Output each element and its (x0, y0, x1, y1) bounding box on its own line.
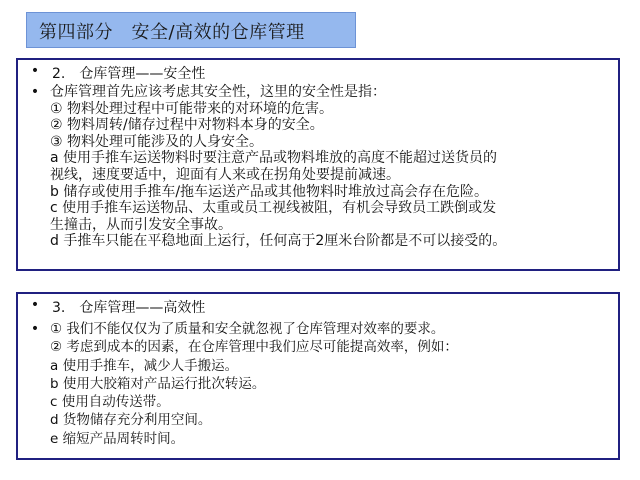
bullet-icon: • (30, 297, 40, 313)
safety-line: 仓库管理首先应该考虑其安全性，这里的安全性是指： (50, 84, 386, 100)
slide-title: 第四部分 安全/高效的仓库管理 (39, 22, 305, 43)
safety-line: a 使用手推车运送物料时要注意产品或物料堆放的高度不能超过送货员的 (50, 150, 498, 167)
safety-heading: 2. 仓库管理——安全性 (52, 66, 206, 82)
bullet-icon: • (30, 321, 40, 337)
efficiency-line: c 使用自动传送带。 (50, 394, 170, 411)
efficiency-line: ② 考虑到成本的因素，在仓库管理中我们应尽可能提高效率，例如： (50, 339, 458, 356)
safety-line: 生撞击，从而引发安全事故。 (50, 216, 232, 233)
safety-line: ① 物料处理过程中可能带来的对环境的危害。 (50, 100, 333, 117)
efficiency-line: ① 我们不能仅仅为了质量和安全就忽视了仓库管理对效率的要求。 (50, 321, 445, 337)
safety-line: 视线，速度要适中，迎面有人来或在拐角处要提前减速。 (50, 166, 400, 183)
safety-panel (16, 58, 620, 271)
efficiency-line: d 货物储存充分利用空间。 (50, 412, 212, 429)
efficiency-panel (16, 292, 620, 460)
safety-line: ③ 物料处理可能涉及的人身安全。 (50, 133, 264, 150)
efficiency-line: e 缩短产品周转时间。 (50, 430, 185, 447)
efficiency-line: a 使用手推车，减少人手搬运。 (50, 357, 239, 374)
safety-line: d 手推车只能在平稳地面上运行，任何高于2厘米台阶都是不可以接受的。 (50, 233, 507, 250)
efficiency-line: b 使用大胶箱对产品运行批次转运。 (50, 375, 266, 392)
safety-line: b 储存或使用手推车/拖车运送产品或其他物料时堆放过高会存在危险。 (50, 183, 489, 200)
safety-line: c 使用手推车运送物品、太重或员工视线被阻，有机会导致员工跌倒或发 (50, 200, 497, 217)
safety-line: ② 物料周转/储存过程中对物料本身的安全。 (50, 117, 324, 134)
efficiency-body (50, 320, 612, 448)
slide-title-bar (26, 12, 356, 48)
bullet-icon: • (30, 84, 40, 100)
efficiency-heading: 3. 仓库管理——高效性 (52, 300, 206, 316)
bullet-icon: • (30, 63, 40, 79)
safety-body (50, 84, 612, 250)
